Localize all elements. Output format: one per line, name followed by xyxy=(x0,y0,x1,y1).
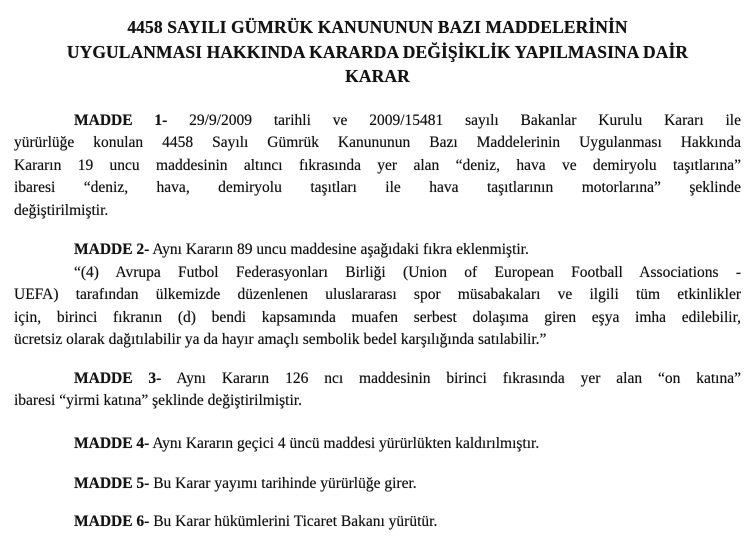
madde-2-label: MADDE 2- xyxy=(74,241,150,258)
madde-5-paragraph xyxy=(14,473,741,496)
madde-1-label: MADDE 1- xyxy=(74,111,168,129)
madde-4-line-1 xyxy=(14,433,741,456)
madde-5-line-1 xyxy=(14,473,741,496)
madde-6-label: MADDE 6- xyxy=(74,512,150,530)
madde-5-line-1-text: Bu Karar yayımı tarihinde yürürlüğe girer. xyxy=(149,475,417,492)
madde-1-line-2: yürürlüğe konulan 4458 Sayılı Gümrük Kanununun Bazı Maddelerinin Uygulanması Hakkında xyxy=(14,134,741,151)
madde-1-line-5: değiştirilmiştir. xyxy=(14,201,109,219)
madde-4-label: MADDE 4- xyxy=(74,434,150,452)
madde-3-line-1 xyxy=(14,368,741,391)
madde-3-paragraph xyxy=(14,368,741,413)
madde-2-quote-line-4: ücretsiz olarak dağıtılabilir ya da hayır amaçlı sembolik bedel karşılığında satılabilir.” xyxy=(14,331,547,348)
decree-title-line-2: UYGULANMASI HAKKINDA KARARDA DEĞİŞİKLİK YAPILMASINA DAİR xyxy=(66,41,689,62)
madde-1-paragraph xyxy=(14,110,741,223)
madde-1-line-3: Kararın 19 uncu maddesinin altıncı fıkrasında yer alan “deniz, hava ve demiryolu taşıtlarına” xyxy=(14,156,741,174)
decree-title-line-3: KARAR xyxy=(345,66,410,86)
madde-3-label: MADDE 3- xyxy=(74,369,162,387)
madde-1-line-4: ibaresi “deniz, hava, demiryolu taşıtları ile hava taşıtlarının motorlarına” şeklinde xyxy=(14,179,741,196)
madde-4-line-1-text: Aynı Kararın geçici 4 üncü maddesi yürürlükten kaldırılmıştır. xyxy=(149,434,540,452)
madde-2-line-1 xyxy=(14,239,741,262)
madde-3-line-2: ibaresi “yirmi katına” şeklinde değiştirilmiştir. xyxy=(14,392,302,409)
decree-title xyxy=(14,15,741,89)
madde-3-line-1-text: Aynı Kararın 126 ncı maddesinin birinci fıkrasında yer alan “on katına” xyxy=(161,369,741,387)
madde-6-line-1-text: Bu Karar hükümlerini Ticaret Bakanı yürütür. xyxy=(149,512,438,530)
madde-2-paragraph xyxy=(14,239,741,352)
madde-6-line-1 xyxy=(14,511,741,534)
madde-2-line-1-text: Aynı Kararın 89 uncu maddesine aşağıdaki fıkra eklenmiştir. xyxy=(149,241,529,258)
madde-4-paragraph xyxy=(14,433,741,456)
decree-title-line-1: 4458 SAYILI GÜMRÜK KANUNUNUN BAZI MADDELERİNİN xyxy=(127,17,628,37)
madde-5-label: MADDE 5- xyxy=(74,475,150,492)
madde-2-quote-line-2: UEFA) tarafından ülkemizde düzenlenen uluslararası spor müsabakaları ve ilgili tüm etkinlikler xyxy=(14,286,741,303)
madde-1-line-1-text: 29/9/2009 tarihli ve 2009/15481 sayılı Bakanlar Kurulu Kararı ile xyxy=(167,111,741,129)
madde-6-paragraph xyxy=(14,511,741,534)
madde-2-quote-line-3: için, birinci fıkranın (d) bendi kapsamında muafen serbest dolaşıma giren eşya imha edilebilir, xyxy=(14,308,741,326)
madde-2-quote-line-1: “(4) Avrupa Futbol Federasyonları Birliği (Union of European Football Associations - xyxy=(74,263,741,281)
madde-1-line-1 xyxy=(14,110,741,133)
